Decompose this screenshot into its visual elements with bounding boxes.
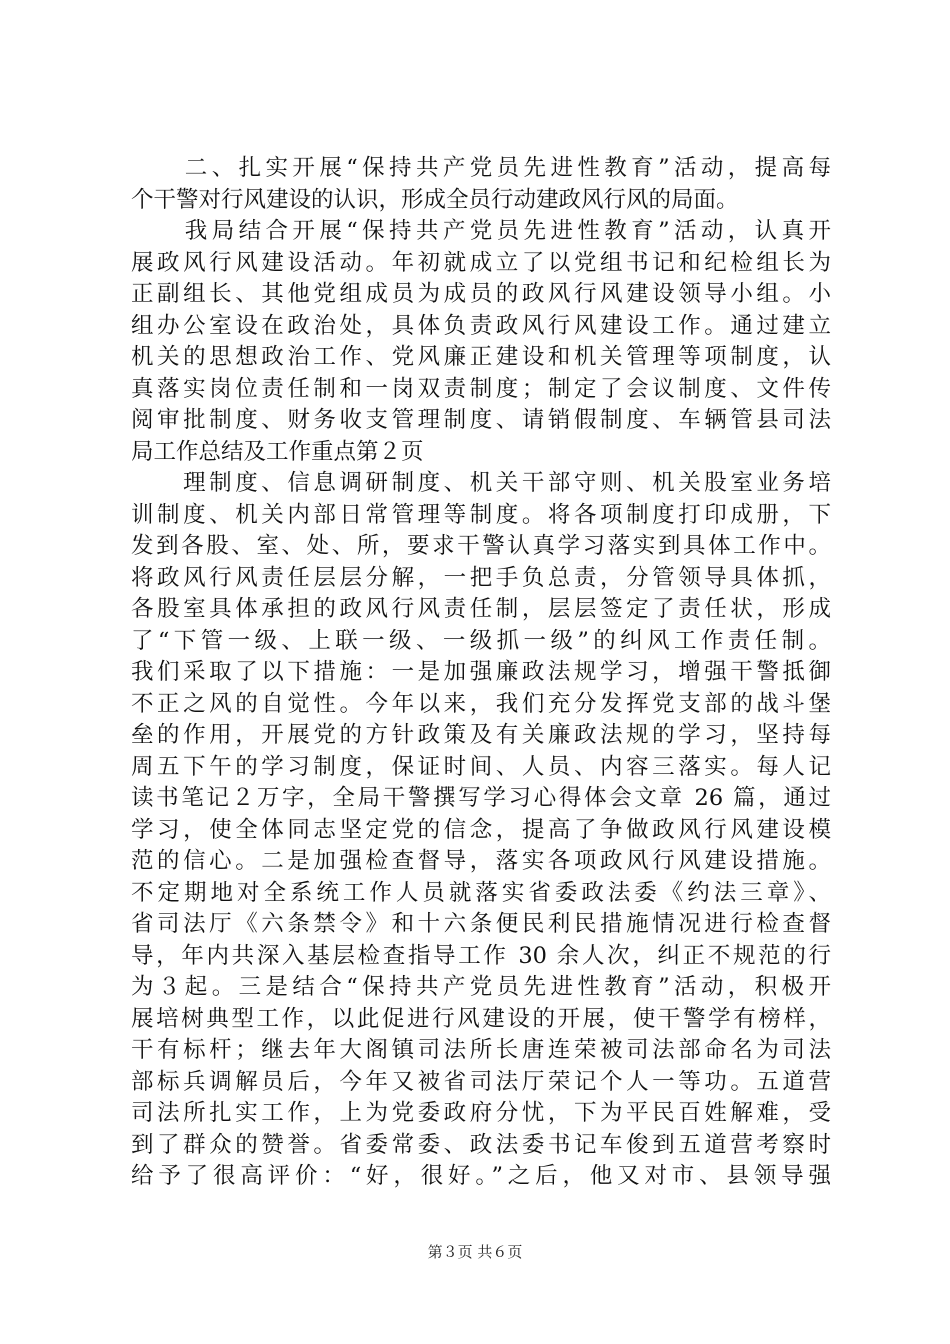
text-line: 周五下午的学习制度，保证时间、人员、内容三落实。每人记 <box>131 753 831 780</box>
page-number: 第３页 共６页 <box>427 1243 523 1261</box>
text-line: 理制度、信息调研制度、机关干部守则、机关股室业务培 <box>131 470 831 496</box>
text-line: 各股室具体承担的政风行风责任制，层层签定了责任状，形成 <box>131 596 831 622</box>
text-line: 个干警对行风建设的认识，形成全员行动建政风行风的局面。 <box>131 186 739 213</box>
text-line: 组办公室设在政治处，具体负责政风行风建设工作。通过建立 <box>131 312 831 339</box>
text-line: 机关的思想政治工作、党风廉正建设和机关管理等项制度，认 <box>131 344 831 370</box>
text-line: 我局结合开展“保持共产党员先进性教育”活动，认真开 <box>131 218 831 244</box>
document-body <box>131 153 831 1193</box>
text-line: 我们采取了以下措施：一是加强廉政法规学习，增强干警抵御 <box>131 659 831 685</box>
text-line: 干有标杆；继去年大阁镇司法所长唐连荣被司法部命名为司法 <box>131 1037 831 1063</box>
text-line: 到了群众的赞誉。省委常委、政法委书记车俊到五道营考察时 <box>131 1131 831 1158</box>
text-line: 省司法厅《六条禁令》和十六条便民利民措施情况进行检查督 <box>131 911 831 937</box>
text-line: 给予了很高评价：“好，很好。”之后，他又对市、县领导强 <box>131 1163 831 1189</box>
text-line: 发到各股、室、处、所，要求干警认真学习落实到具体工作中。 <box>131 533 831 559</box>
text-line: 垒的作用，开展党的方针政策及有关廉政法规的学习，坚持每 <box>131 722 831 748</box>
text-line: 导，年内共深入基层检查指导工作 30 余人次，纠正不规范的行 <box>131 942 831 969</box>
text-line: 将政风行风责任层层分解，一把手负总责，分管领导具体抓， <box>131 564 831 591</box>
text-line: 局工作总结及工作重点第２页 <box>131 438 424 465</box>
text-line: 了“下管一级、上联一级、一级抓一级”的纠风工作责任制。 <box>131 627 831 654</box>
page-footer <box>0 1242 950 1262</box>
text-line: 展政风行风建设活动。年初就成立了以党组书记和纪检组长为 <box>131 249 831 276</box>
text-line: 不正之风的自觉性。今年以来，我们充分发挥党支部的战斗堡 <box>131 690 831 717</box>
text-line: 学习，使全体同志坚定党的信念，提高了争做政风行风建设模 <box>131 816 831 843</box>
text-line: 不定期地对全系统工作人员就落实省委政法委《约法三章》、 <box>131 879 831 906</box>
text-line: 为３起。三是结合“保持共产党员先进性教育”活动，积极开 <box>131 974 831 1000</box>
text-line: 阅审批制度、财务收支管理制度、请销假制度、车辆管县司法 <box>131 407 831 433</box>
text-line: 司法所扎实工作，上为党委政府分忧，下为平民百姓解难，受 <box>131 1100 831 1126</box>
text-line: 正副组长、其他党组成员为成员的政风行风建设领导小组。小 <box>131 281 831 307</box>
text-line: 训制度、机关内部日常管理等制度。将各项制度打印成册，下 <box>131 501 831 528</box>
text-line: 展培树典型工作，以此促进行风建设的开展，使干警学有榜样， <box>131 1005 831 1032</box>
text-line: 真落实岗位责任制和一岗双责制度；制定了会议制度、文件传 <box>131 375 831 402</box>
text-line: 二、扎实开展“保持共产党员先进性教育”活动，提高每 <box>131 155 831 181</box>
text-line: 范的信心。二是加强检查督导，落实各项政风行风建设措施。 <box>131 848 831 874</box>
text-line: 部标兵调解员后，今年又被省司法厅荣记个人一等功。五道营 <box>131 1068 831 1095</box>
text-line: 读书笔记２万字，全局干警撰写学习心得体会文章 26 篇，通过 <box>131 785 831 811</box>
